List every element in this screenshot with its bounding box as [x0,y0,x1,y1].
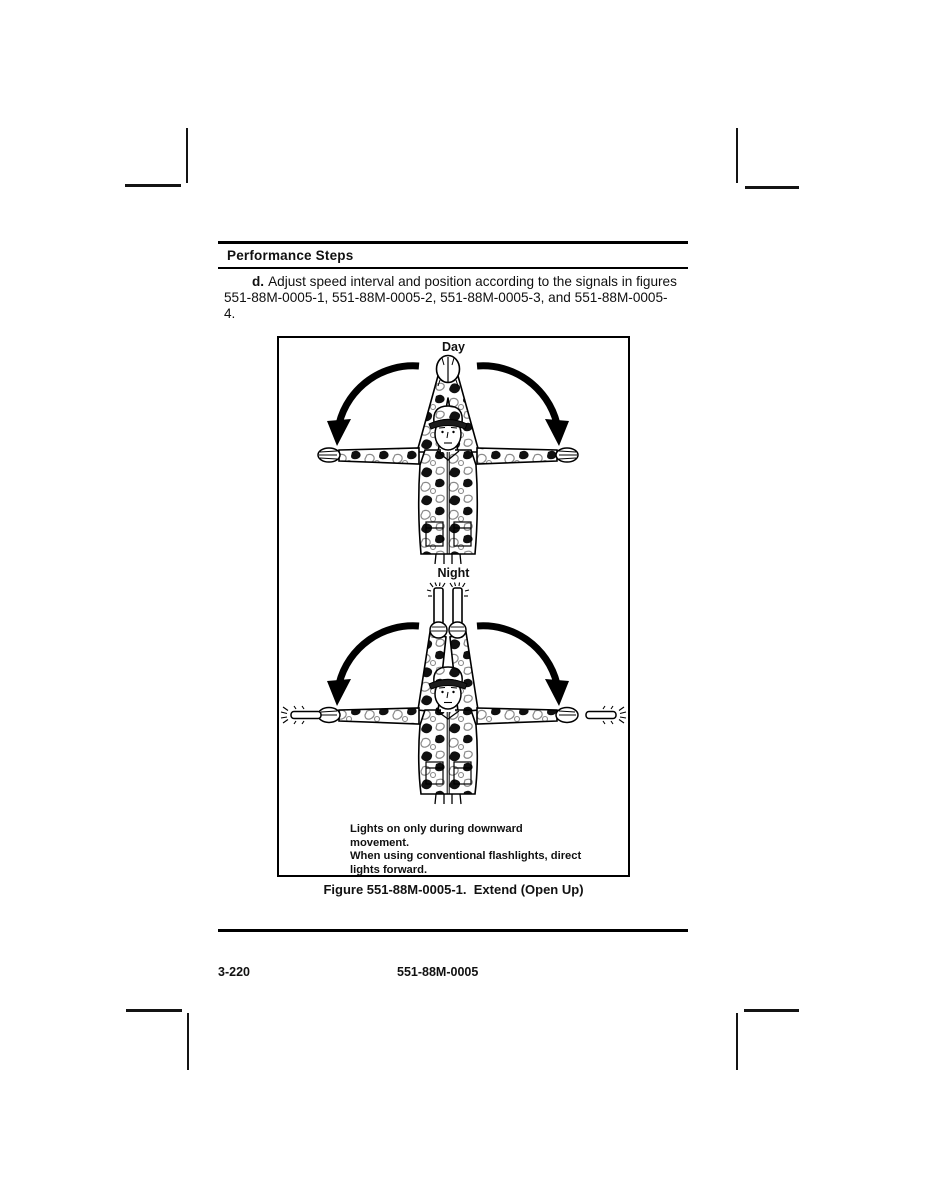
day-signal-illustration [279,354,628,564]
paragraph-line: 551-88M-0005-1, 551-88M-0005-2, 551-88M-0005-3, and 551-88M-0005- [224,290,668,306]
step-letter: d. [252,274,265,289]
paragraph-text: Adjust speed interval and position according to the signals in figures [268,274,677,289]
day-label: Day [442,340,465,354]
crop-mark-bottom-left-horizontal [126,1009,182,1012]
footer-rule [218,929,688,932]
paragraph-line [224,274,694,290]
night-signal-illustration [279,582,628,822]
figure-note-line: When using conventional flashlights, direct [350,850,582,863]
header-rule-thin [218,267,688,269]
section-title: Performance Steps [227,248,354,263]
document-number: 551-88M-0005 [397,965,479,979]
figure-note [350,823,615,877]
crop-mark-bottom-right-horizontal [744,1009,799,1012]
header-rule-thick [218,241,688,244]
figure-note-line: Lights on only during downward [350,823,523,835]
crop-mark-top-right-horizontal [745,186,799,189]
figure-note-line: movement. [350,836,410,849]
performance-step-paragraph [224,274,694,323]
night-label: Night [437,566,470,580]
crop-mark-bottom-right-vertical [736,1013,738,1070]
crop-mark-top-right-vertical [736,128,738,183]
page-number: 3-220 [218,965,250,979]
crop-mark-bottom-left-vertical [187,1013,189,1070]
figure-frame [277,336,630,877]
figure-note-line: lights forward. [350,863,428,876]
paragraph-line: 4. [224,306,236,322]
crop-mark-top-left-horizontal [125,184,181,187]
figure-caption: Figure 551-88M-0005-1. Extend (Open Up) [323,882,584,897]
crop-mark-top-left-vertical [186,128,188,183]
